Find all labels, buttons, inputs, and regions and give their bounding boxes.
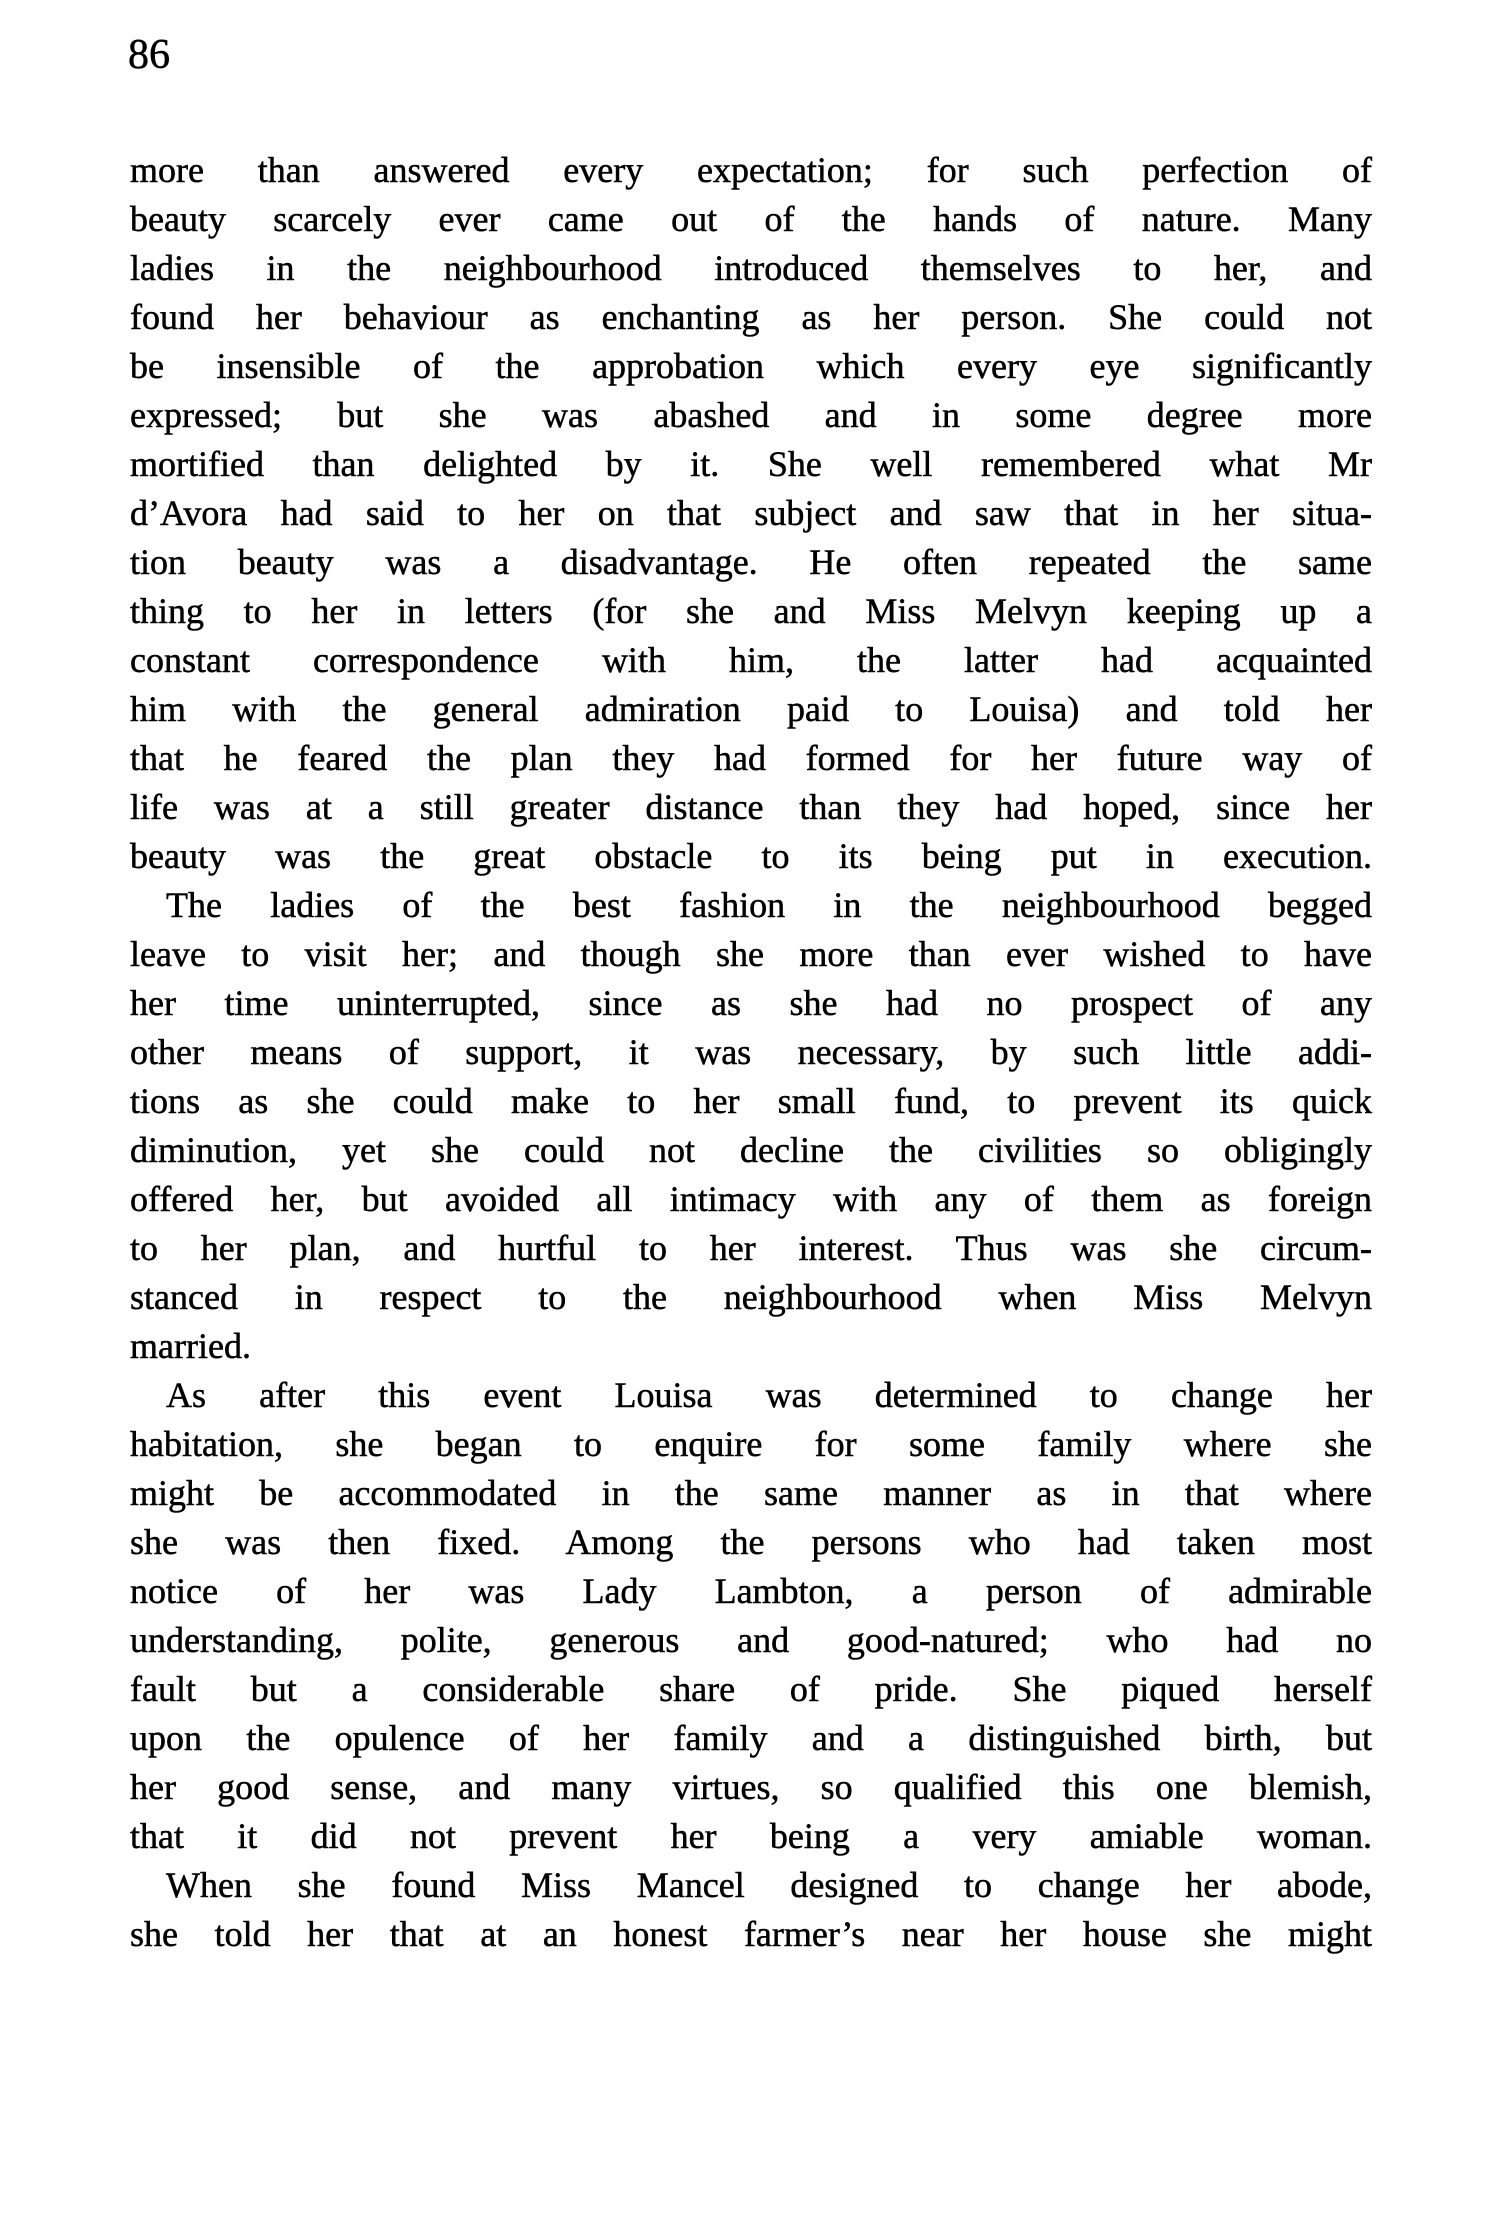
text-line: to her plan, and hurtful to her interest. Thus was she circum- [130,1228,1372,1268]
text-block [130,146,1372,1959]
text-line: that it did not prevent her being a very amiable woman. [130,1816,1372,1856]
text-line: married. [130,1326,251,1366]
text-line: she told her that at an honest farmer’s near her house she might [130,1914,1372,1954]
text-line: d’Avora had said to her on that subject and saw that in her situa- [130,493,1372,533]
text-line: thing to her in letters (for she and Miss Melvyn keeping up a [130,591,1372,631]
text-line: offered her, but avoided all intimacy with any of them as foreign [130,1179,1372,1219]
text-line: life was at a still greater distance than they had hoped, since her [130,787,1372,827]
text-line: tion beauty was a disadvantage. He often repeated the same [130,542,1372,582]
paragraph [130,881,1372,1371]
text-line: him with the general admiration paid to Louisa) and told her [130,689,1372,729]
text-line: might be accommodated in the same manner as in that where [130,1473,1372,1513]
text-line: habitation, she began to enquire for some family where she [130,1424,1372,1464]
paragraph [130,146,1372,881]
text-line: be insensible of the approbation which every eye significantly [130,346,1372,386]
text-line: diminution, yet she could not decline the civilities so obligingly [130,1130,1372,1170]
text-line: stanced in respect to the neighbourhood when Miss Melvyn [130,1277,1372,1317]
text-line: leave to visit her; and though she more than ever wished to have [130,934,1372,974]
text-line: upon the opulence of her family and a distinguished birth, but [130,1718,1372,1758]
text-line: notice of her was Lady Lambton, a person of admirable [130,1571,1372,1611]
text-line: beauty was the great obstacle to its being put in execution. [130,836,1372,876]
text-line: other means of support, it was necessary, by such little addi- [130,1032,1372,1072]
text-line: As after this event Louisa was determined to change her [166,1375,1372,1415]
text-line: she was then fixed. Among the persons who had taken most [130,1522,1372,1562]
paragraph [130,1861,1372,1959]
text-line: expressed; but she was abashed and in some degree more [130,395,1372,435]
text-line: her time uninterrupted, since as she had no prospect of any [130,983,1372,1023]
text-line: understanding, polite, generous and good-natured; who had no [130,1620,1372,1660]
text-line: more than answered every expectation; for such perfection of [130,150,1372,190]
text-line: constant correspondence with him, the latter had acquainted [130,640,1372,680]
page-number: 86 [128,32,170,78]
text-line: fault but a considerable share of pride. She piqued herself [130,1669,1372,1709]
text-line: her good sense, and many virtues, so qualified this one blemish, [130,1767,1372,1807]
text-line: ladies in the neighbourhood introduced themselves to her, and [130,248,1372,288]
text-line: beauty scarcely ever came out of the hands of nature. Many [130,199,1372,239]
text-line: mortified than delighted by it. She well remembered what Mr [130,444,1372,484]
text-line: The ladies of the best fashion in the neighbourhood begged [166,885,1372,925]
text-line: that he feared the plan they had formed for her future way of [130,738,1372,778]
text-line: tions as she could make to her small fund, to prevent its quick [130,1081,1372,1121]
paragraph [130,1371,1372,1861]
text-line: When she found Miss Mancel designed to change her abode, [166,1865,1372,1905]
text-line: found her behaviour as enchanting as her person. She could not [130,297,1372,337]
